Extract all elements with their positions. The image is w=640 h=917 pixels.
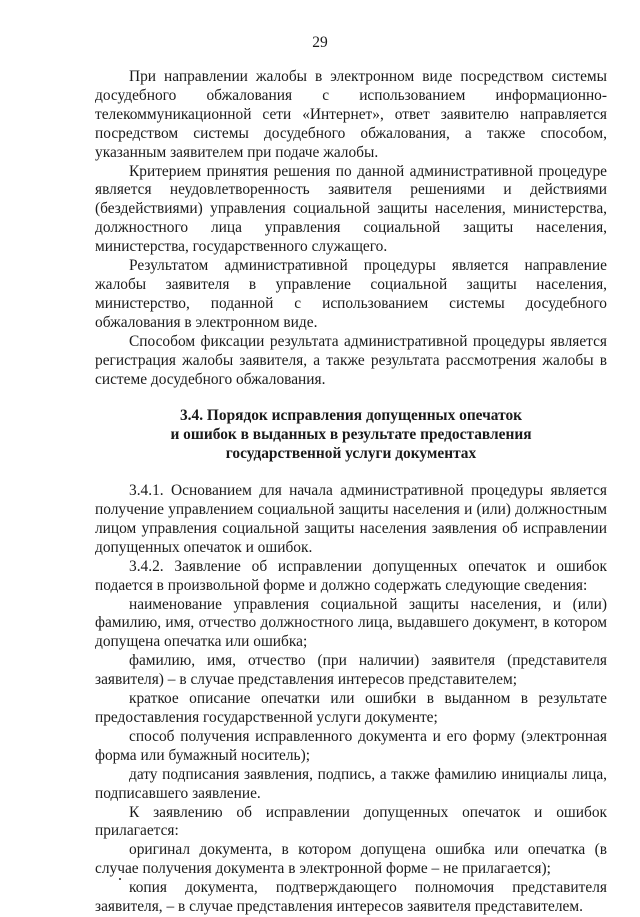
paragraph: При направлении жалобы в электронном виде посредством системы досудебного обжалования с использованием информационно-телекоммуникационной сети «Интернет», ответ заявителю направляется посредством системы досудебного обжалования, а также способом, указанным заявителем при подаче жалобы.	[95, 68, 607, 161]
document-body	[95, 68, 607, 917]
spacer	[95, 389, 607, 407]
spacer	[95, 464, 607, 482]
page-number: 29	[312, 34, 328, 51]
list-item: оригинал документа, в котором допущена ошибка или опечатка (в случае получения документа в электронной форме – не прилагается);	[95, 841, 607, 878]
list-item: фамилию, имя, отчество (при наличии) заявителя (представителя заявителя) – в случае представления интересов представителем;	[95, 652, 607, 689]
heading-line: государственной услуги документах	[225, 445, 477, 463]
paragraph: Способом фиксации результата административной процедуры является регистрация жалобы заявителя, а также результата рассмотрения жалобы в системе досудебного обжалования.	[95, 332, 607, 388]
list-item: способ получения исправленного документа и его форму (электронная форма или бумажный носитель);	[95, 727, 607, 764]
list-item: краткое описание опечатки или ошибки в выданном в результате предоставления государственной услуги документе;	[95, 690, 607, 726]
section-heading	[95, 407, 607, 464]
heading-line: 3.4. Порядок исправления допущенных опечаток	[179, 407, 523, 425]
list-item: дату подписания заявления, подпись, а также фамилию инициалы лица, подписавшего заявление.	[95, 765, 607, 802]
paragraph: 3.4.1. Основанием для начала административной процедуры является получение управлением социальной защиты населения и (или) должностным лицом управления социальной защиты населения заявления об исправлении допущенных опечаток и ошибок.	[95, 482, 607, 556]
paragraph: Результатом административной процедуры является направление жалобы заявителя в управление социальной защиты населения, министерство, поданной с использованием системы досудебного обжалования в электронном виде.	[95, 257, 607, 331]
paragraph: Критерием принятия решения по данной административной процедуре является неудовлетворенность заявителя решениями и действиями (бездействиями) управления социальной защиты населения, министерства, должностного лица управления социальной защиты населения, министерства, государственного служащего.	[95, 162, 607, 256]
scan-speck	[119, 878, 121, 880]
paragraph: К заявлению об исправлении допущенных опечаток и ошибок прилагается:	[95, 803, 607, 840]
heading-line: и ошибок в выданных в результате предоставления	[170, 426, 532, 444]
list-item: наименование управления социальной защиты населения, и (или) фамилию, имя, отчество должностного лица, выдавшего документ, в котором допущена опечатка или ошибка;	[95, 595, 607, 651]
paragraph: 3.4.2. Заявление об исправлении допущенных опечаток и ошибок подается в произвольной форме и должно содержать следующие сведения:	[95, 557, 607, 594]
list-item: копия документа, подтверждающего полномочия представителя заявителя, – в случае представления интересов заявителя представителем.	[95, 879, 607, 916]
